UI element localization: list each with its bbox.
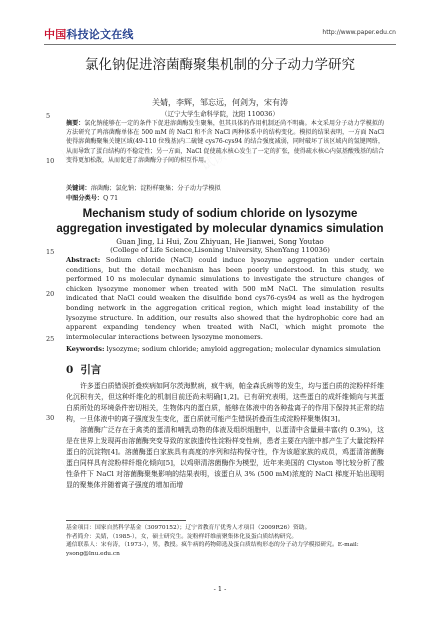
abstract-en-label: Abstract:: [66, 256, 101, 264]
keywords-en-label: Keywords:: [66, 345, 105, 353]
footnote-divider: [66, 520, 186, 521]
header-divider: [44, 44, 396, 45]
section-title: 引言: [80, 364, 102, 376]
classification-label: 中图分类号：: [66, 195, 104, 202]
line-number: 25: [46, 335, 55, 343]
keywords-cn-label: 关键词：: [66, 185, 91, 192]
keywords-en-text: lysozyme; sodium chloride; amyloid aggregation; molecular dynamics simulation: [104, 345, 381, 353]
authors-cn: 关婧，李辉，邹忘远，何剑为，宋有涛: [152, 98, 288, 107]
logo-china-text: 中国: [44, 28, 67, 41]
keywords-cn: [66, 183, 384, 192]
journal-header: [44, 26, 396, 44]
line-number: 10: [46, 157, 55, 165]
abstract-cn-text: 氯化钠能够在一定的条件下促进溶菌酶发生聚集，但其具体的作用机制还尚不明确。本文采用分子动力学模拟的方法研究了鸡溶菌酶单体在 500 mM 的 NaCl 和不含 NaCl 两种体系中的结构变化。模拟的结果表明，一方面 NaCl 使得溶菌酶聚集关键区域(49-110 位残基)内二硫键 cys76-cys94 的结合强度减弱，同时破坏了该区域内的氢键网络，从而导致了蛋白结构的不稳定性；另一方面，NaCl 促使疏水核心发生了一定的扩张，使得疏水核心内氨基酸残基的结合变得更加松散，从而促进了溶菌酶分子间的相互作用。: [66, 120, 384, 164]
authors-en: Guan Jing, Li Hui, Zou Zhiyuan, He Jianwei, Song Youtao: [116, 237, 324, 246]
site-url[interactable]: http://www.paper.edu.cn: [322, 29, 396, 36]
section-heading: [66, 362, 101, 377]
keywords-cn-text: 溶菌酶；氯化钠；淀粉样聚集；分子动力学模拟: [90, 185, 221, 192]
affiliation-en: (College of Life Science,Lisoning University, ShenYang 110036): [110, 246, 330, 254]
page-number: - 1 -: [213, 585, 227, 593]
abstract-cn-label: 摘要：: [66, 120, 85, 127]
classification-code: Q 71: [103, 195, 119, 202]
intro-paragraph: 许多蛋白质错误折叠疾病如阿尔茨海默病，疯牛病，帕金森氏病等的发生，均与蛋白质的淀粉样纤维化沉积有关，但这种纤维化的机制目前还尚未明确[1,2]。已有研究表明，这些蛋白的成纤维倾向与其蛋白质所处的环境条件密切相关，生物体内的蛋白质，能够在体液中的各种盐离子的作用下保持其正常的结构，一旦体液中的离子强度发生变化，蛋白质就可能产生错误折叠而生成淀粉样聚集体[3]。: [66, 382, 384, 423]
classification-cn: [66, 193, 384, 202]
footnotes: [66, 524, 384, 558]
journal-logo: [44, 26, 134, 42]
abstract-en-text: Sodium chloride (NaCl) could induce lysozyme aggregation under certain conditions, but the detail mechanism has been poorly understood. In this study, we performed 10 ns molecular dynamic simulations to investigate the structure changes of chicken lysozyme monomer when treated with 500 mM NaCl. The simulation results indicated that NaCl could weaken the disulfide bond cys76-cys94 as well as the hydrogen bonding network in the aggregation critical region, which might lead instability of the lysozyme structure. In addition, our results also showed that the hydrophobic core had an apparent expanding tendency when treated with NaCl, which might promote the intermolecular interactions between lysozyme monomers.: [66, 256, 384, 341]
abstract-en: [66, 256, 384, 342]
line-number: 20: [46, 290, 55, 298]
intro-paragraph: 溶菌酶广泛存在于禽类的蛋清和哺乳动物的体液及组织细胞中，以蛋清中含量最丰富(约 0.3%)，这是在世界上发现再由溶菌酶突变导致的家族遗传性淀粉样变性病，患者主要在内脏中都产生了大量淀粉样蛋白的沉淀物[4]。溶菌酶蛋白家族具有高度的序列和结构保守性，作为该超家族的成员，鸡蛋清溶菌酶蛋白同样具有淀粉样纤维化倾向[5]，以鸡卵清溶菌酶作为模型，近年来美国的 Clyston 等比较分析了酸性条件下 NaCl 对溶菌酶聚集影响的结果表明，该蛋白从 3% (500 mM)浓度的 NaCl 梯度开始出现明显的聚集体并随着离子强度的增加而增: [66, 426, 384, 489]
footnote-funding: 基金项目：国家自然科学基金（30970152）；辽宁省教育厅优秀人才项目（2009R26）资助。: [66, 525, 311, 531]
paper-title-en: Mechanism study of sodium chloride on lysozyme aggregation investigated by molecular dynamics simulation: [56, 208, 384, 235]
keywords-en: [66, 345, 384, 353]
affiliation-cn: （辽宁大学生命科学院，沈阳 110036）: [161, 110, 279, 118]
paper-title-cn: 氯化钠促进溶菌酶聚集机制的分子动力学研究: [85, 57, 355, 73]
footnote-correspondence: 通信联系人：宋有涛，（1973-），男，教授。疯牛病的药物筛选及蛋白质结构形态的分子动力学模拟研究。E-mail: ysong@lnu.edu.cn: [66, 542, 359, 557]
line-number: 30: [46, 414, 55, 422]
footnote-author: 作者简介：关婧，（1985-），女，硕士研究生。淀粉样纤维前聚集体化及蛋白质结构研究。: [66, 533, 298, 540]
line-number: 15: [46, 248, 55, 256]
section-number: 0: [66, 364, 74, 376]
line-number: 5: [46, 112, 51, 120]
logo-title-text: 科技论文在线: [66, 28, 134, 41]
